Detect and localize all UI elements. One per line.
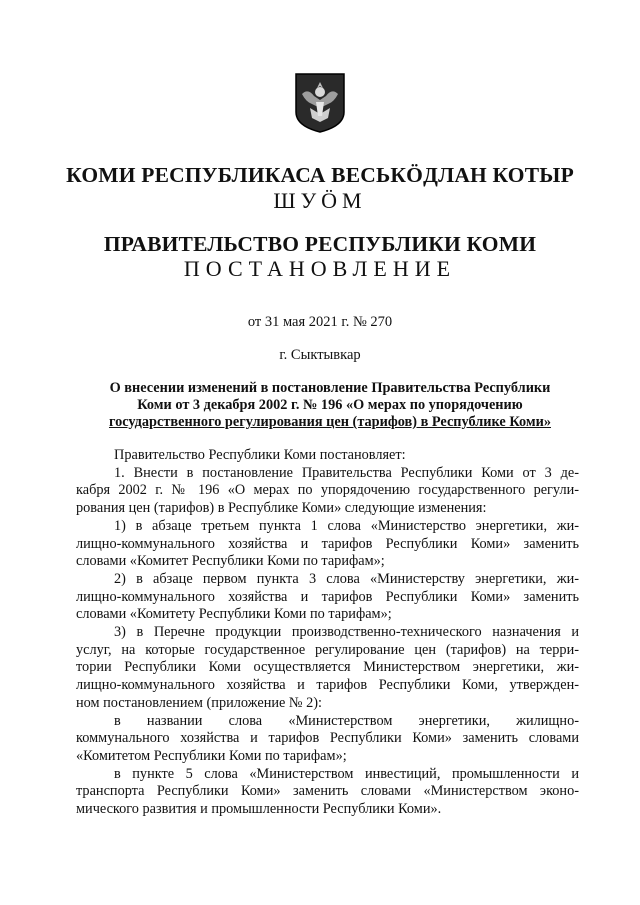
body-line: словами «Комитету Республики Коми по тарифам»; bbox=[76, 606, 392, 623]
document-type: ПОСТАНОВЛЕНИЕ bbox=[183, 256, 457, 281]
body-line: «Комитетом Республики Коми по тарифам»; bbox=[76, 747, 347, 764]
body-line: 2) в абзаце первом пункта 3 слова «Министерству энергетики, жи- bbox=[114, 570, 579, 587]
document-body bbox=[76, 447, 579, 819]
body-line: 3) в Перечне продукции производственно-технического назначения и bbox=[114, 624, 579, 641]
body-line: лищно-коммунального хозяйства и тарифов Республики Коми, утвержден- bbox=[76, 677, 579, 694]
body-line: рования цен (тарифов) в Республике Коми» следующие изменения: bbox=[76, 500, 487, 517]
body-line: коммунального хозяйства и тарифов Республики Коми» заменить словами bbox=[76, 730, 579, 747]
body-line: 1) в абзаце третьем пункта 1 слова «Министерство энергетики, жи- bbox=[114, 517, 579, 534]
body-line: кабря 2002 г. № 196 «О мерах по упорядочению государственного регули- bbox=[76, 482, 579, 499]
body-line: лищно-коммунального хозяйства и тарифов Республики Коми» заменить bbox=[76, 588, 579, 605]
body-line: 1. Внести в постановление Правительства Республики Коми от 3 де- bbox=[114, 464, 579, 481]
body-line: транспорта Республики Коми» заменить словами «Министерством эконо- bbox=[76, 783, 579, 800]
body-line: в названии слова «Министерством энергетики, жилищно- bbox=[114, 712, 579, 729]
body-line: лищно-коммунального хозяйства и тарифов Республики Коми» заменить bbox=[76, 535, 579, 552]
body-line: в пункте 5 слова «Министерством инвестиций, промышленности и bbox=[114, 765, 579, 782]
body-line: словами «Комитет Республики Коми по тарифам»; bbox=[76, 553, 385, 570]
subject-line: О внесении изменений в постановление Правительства Республики bbox=[109, 380, 551, 396]
government-title: ПРАВИТЕЛЬСТВО РЕСПУБЛИКИ КОМИ bbox=[103, 232, 537, 256]
document-date: от 31 мая 2021 г. № 270 bbox=[247, 314, 393, 330]
document-city: г. Сыктывкар bbox=[279, 347, 361, 363]
body-line: ном постановлением (приложение № 2): bbox=[76, 694, 323, 711]
komi-document-type: ШУÖМ bbox=[273, 188, 367, 213]
body-line: услуг, на которые государственное регулирование цен (тарифов) на терри- bbox=[76, 641, 579, 658]
subject-line: государственного регулирования цен (тарифов) в Республике Коми» bbox=[108, 414, 551, 430]
body-line: тории Республики Коми осуществляется Министерством энергетики, жи- bbox=[76, 659, 579, 676]
body-line: Правительство Республики Коми постановляет: bbox=[114, 447, 406, 463]
body-line: мического развития и промышленности Республики Коми». bbox=[76, 801, 442, 818]
subject-line: Коми от 3 декабря 2002 г. № 196 «О мерах по упорядочению bbox=[137, 397, 523, 413]
komi-government-title: КОМИ РЕСПУБЛИКАСА ВЕСЬКÖДЛАН КОТЫР bbox=[66, 163, 574, 187]
komi-coat-of-arms-icon bbox=[294, 72, 346, 134]
document-subject bbox=[80, 380, 580, 431]
